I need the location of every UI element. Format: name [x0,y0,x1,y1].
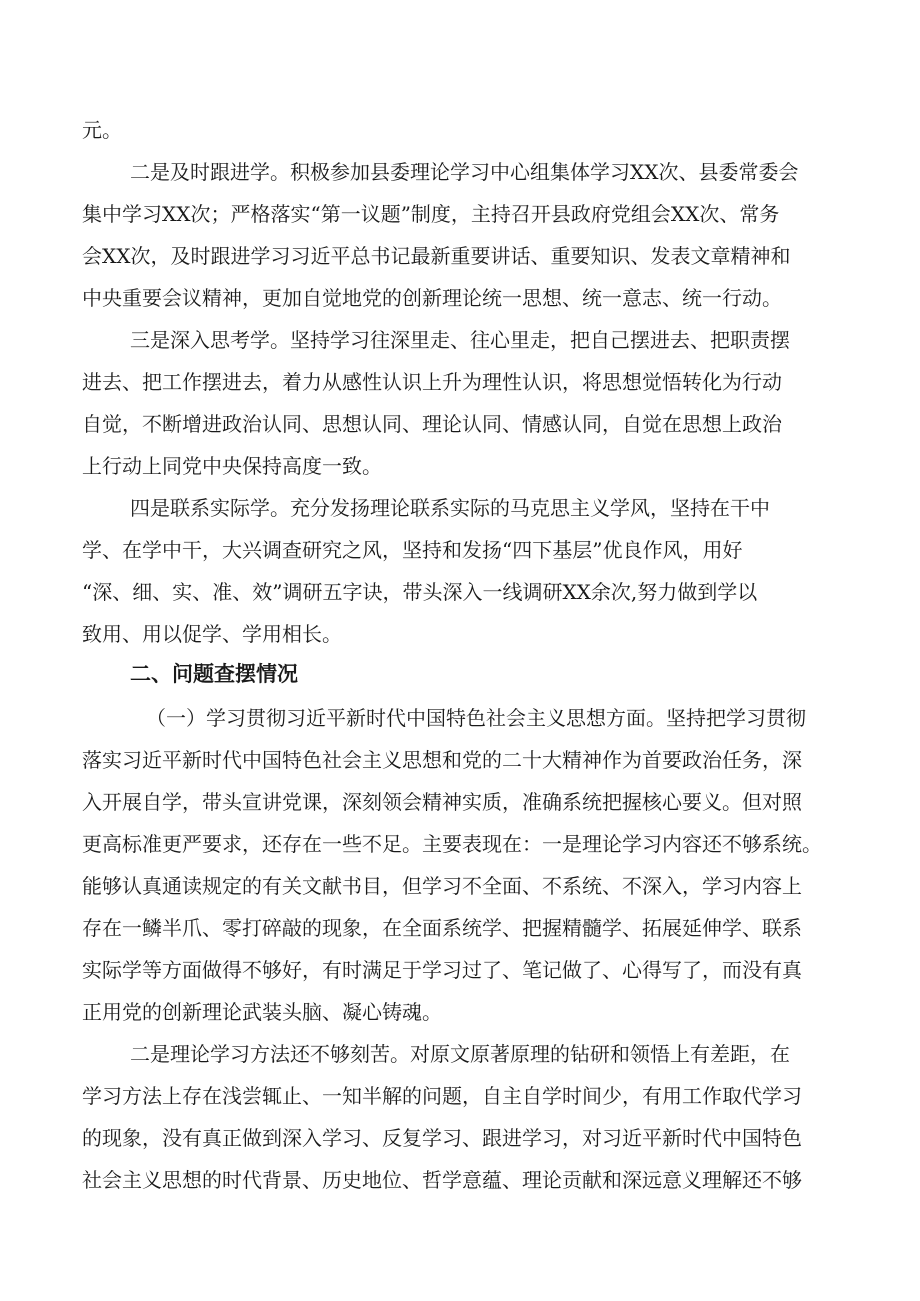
text-line: “深、细、实、准、效”调研五字诀，带头深入一线调研XX余次,努力做到学以 [82,580,758,604]
text-line: 致用、用以促学、学用相长。 [82,622,342,646]
text-line: 社会主义思想的时代背景、历史地位、哲学意蕴、理论贡献和深远意义理解还不够 [82,1168,802,1192]
text-line: 元。 [82,118,122,142]
text-line: 二是及时跟进学。积极参加县委理论学习中心组集体学习XX次、县委常委会 [130,160,799,184]
text-line: 实际学等方面做得不够好，有时满足于学习过了、笔记做了、心得写了，而没有真 [82,958,802,982]
text-line: 四是联系实际学。充分发扬理论联系实际的马克思主义学风，坚持在干中 [130,496,770,520]
text-line: 能够认真通读规定的有关文献书目，但学习不全面、不系统、不深入，学习内容上 [82,874,802,898]
section-heading: 二、问题查摆情况 [130,662,298,686]
text-line: 更高标准更严要求，还存在一些不足。主要表现在：一是理论学习内容还不够系统。 [82,832,822,856]
text-line: （一）学习贯彻习近平新时代中国特色社会主义思想方面。坚持把学习贯彻 [146,706,806,730]
text-line: 上行动上同党中央保持高度一致。 [82,454,382,478]
text-line: 入开展自学，带头宣讲党课，深刻领会精神实质，准确系统把握核心要义。但对照 [82,790,802,814]
text-line: 学习方法上存在浅尝辄止、一知半解的问题，自主自学时间少，有用工作取代学习 [82,1084,802,1108]
text-line: 学、在学中干，大兴调查研究之风，坚持和发扬“四下基层”优良作风，用好 [82,538,743,562]
text-line: 中央重要会议精神，更加自觉地党的创新理论统一思想、统一意志、统一行动。 [82,286,782,310]
text-line: 三是深入思考学。坚持学习往深里走、往心里走，把自己摆进去、把职责摆 [130,328,790,352]
text-line: 自觉，不断增进政治认同、思想认同、理论认同、情感认同，自觉在思想上政治 [82,412,782,436]
text-line: 落实习近平新时代中国特色社会主义思想和党的二十大精神作为首要政治任务，深 [82,748,802,772]
text-line: 会XX次，及时跟进学习习近平总书记最新重要讲话、重要知识、发表文章精神和 [82,244,791,268]
text-line: 集中学习XX次；严格落实“第一议题”制度，主持召开县政府党组会XX次、常务 [82,202,780,226]
text-line: 正用党的创新理论武装头脑、凝心铸魂。 [82,1000,442,1024]
text-line: 二是理论学习方法还不够刻苦。对原文原著原理的钻研和领悟上有差距，在 [130,1042,790,1066]
text-line: 存在一鳞半爪、零打碎敲的现象，在全面系统学、把握精髓学、拓展延伸学、联系 [82,916,802,940]
text-line: 进去、把工作摆进去，着力从感性认识上升为理性认识，将思想觉悟转化为行动 [82,370,782,394]
text-line: 的现象，没有真正做到深入学习、反复学习、跟进学习，对习近平新时代中国特色 [82,1126,802,1150]
